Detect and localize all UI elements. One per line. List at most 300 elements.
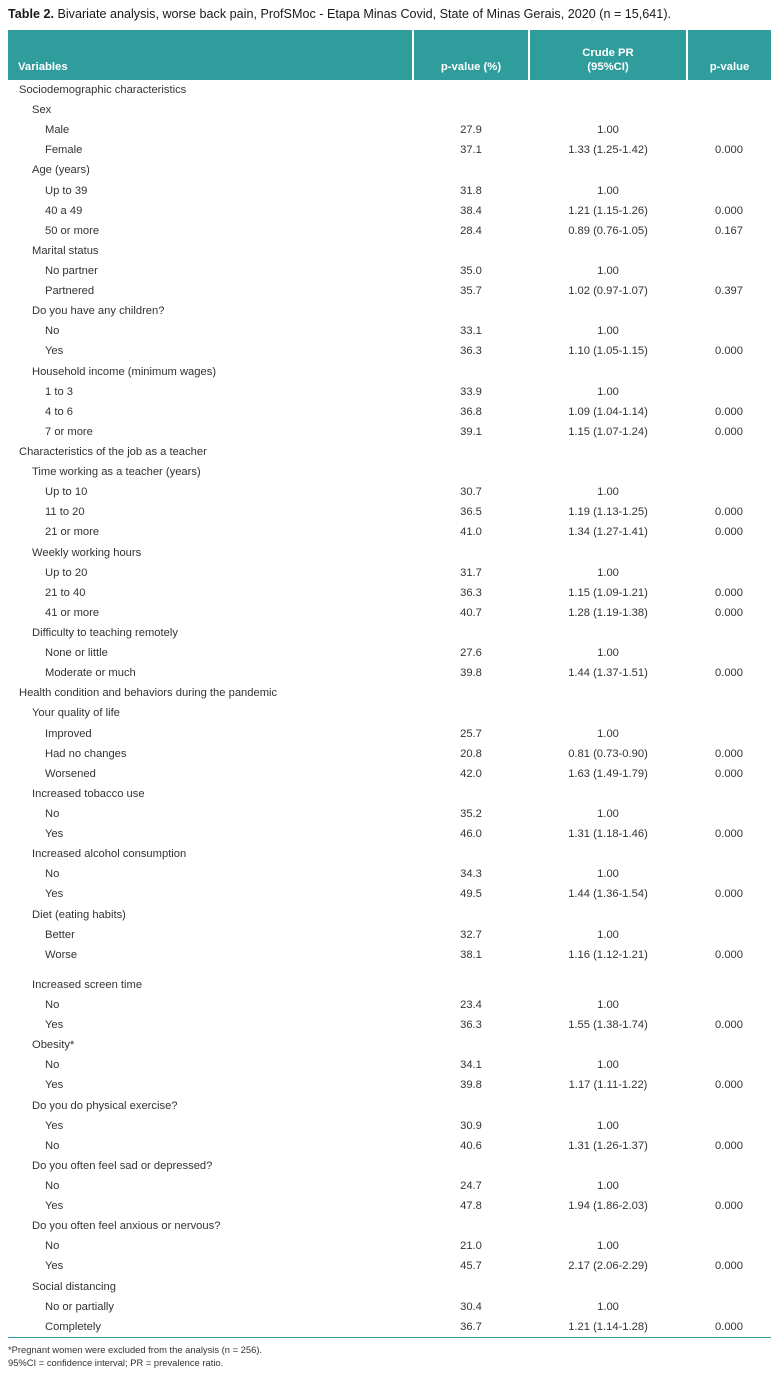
crude-pr-cell: 1.00 <box>597 928 619 941</box>
prevalence-cell: 36.5 <box>460 506 482 519</box>
prevalence-cell <box>413 362 529 382</box>
prevalence-cell: 36.3 <box>460 345 482 358</box>
prevalence-cell <box>413 784 529 804</box>
prevalence-cell: 34.3 <box>460 868 482 881</box>
pvalue-cell: 0.000 <box>715 204 743 217</box>
category-row <box>8 663 771 683</box>
prevalence-cell: 30.4 <box>460 1300 482 1313</box>
prevalence-cell: 35.2 <box>460 807 482 820</box>
prevalence-cell <box>413 1095 529 1115</box>
pvalue-cell <box>687 241 771 261</box>
crude-pr-cell: 1.63 (1.49-1.79) <box>568 767 648 780</box>
variable-row <box>8 241 771 261</box>
prevalence-cell: 27.9 <box>460 124 482 137</box>
row-label: Better <box>45 928 75 941</box>
crude-pr-cell: 1.00 <box>597 1059 619 1072</box>
crude-pr-cell <box>529 301 687 321</box>
row-label: Marital status <box>32 244 99 257</box>
crude-pr-cell <box>529 1095 687 1115</box>
pvalue-cell <box>687 995 771 1015</box>
crude-pr-cell: 1.31 (1.18-1.46) <box>568 828 648 841</box>
pvalue-cell: 0.000 <box>715 144 743 157</box>
prevalence-cell: 36.3 <box>460 1019 482 1032</box>
prevalence-cell: 24.7 <box>460 1179 482 1192</box>
crude-pr-cell: 1.15 (1.07-1.24) <box>568 425 648 438</box>
variable-row <box>8 100 771 120</box>
pvalue-cell <box>687 683 771 703</box>
variable-row <box>8 160 771 180</box>
crude-pr-cell: 2.17 (2.06-2.29) <box>568 1260 648 1273</box>
category-row <box>8 724 771 744</box>
section-row <box>8 683 771 703</box>
category-row <box>8 884 771 904</box>
row-label: Age (years) <box>32 164 90 177</box>
category-row <box>8 181 771 201</box>
pvalue-cell <box>687 724 771 744</box>
crude-pr-cell <box>529 362 687 382</box>
prevalence-cell: 27.6 <box>460 647 482 660</box>
header-prevalence: p-value (%) <box>413 30 529 80</box>
row-label: Male <box>45 124 70 137</box>
category-row <box>8 925 771 945</box>
row-label: Obesity* <box>32 1039 75 1052</box>
category-row <box>8 261 771 281</box>
pvalue-cell: 0.000 <box>715 345 743 358</box>
row-label: 50 or more <box>45 224 100 237</box>
row-label: Completely <box>8 1317 413 1338</box>
crude-pr-cell: 1.00 <box>597 1179 619 1192</box>
row-label: No <box>45 325 60 338</box>
pvalue-cell: 0.000 <box>715 747 743 760</box>
pvalue-cell <box>687 925 771 945</box>
category-row <box>8 1075 771 1095</box>
crude-pr-cell: 1.55 (1.38-1.74) <box>568 1019 648 1032</box>
prevalence-cell: 41.0 <box>460 526 482 539</box>
crude-pr-cell: 1.00 <box>597 325 619 338</box>
row-label: Yes <box>45 1200 64 1213</box>
row-label: Yes <box>45 1079 64 1092</box>
row-label: Health condition and behaviors during the pandemic <box>19 687 278 700</box>
prevalence-cell <box>413 975 529 995</box>
category-row <box>8 1015 771 1035</box>
category-row <box>8 1196 771 1216</box>
pvalue-cell <box>687 1156 771 1176</box>
row-label: No <box>45 1059 60 1072</box>
pvalue-cell: 0.000 <box>715 828 743 841</box>
crude-pr-cell: 1.00 <box>597 727 619 740</box>
pvalue-cell: 0.000 <box>715 405 743 418</box>
row-label: Characteristics of the job as a teacher <box>19 446 207 459</box>
crude-pr-cell: 1.15 (1.09-1.21) <box>568 586 648 599</box>
crude-pr-cell <box>529 80 687 100</box>
category-row <box>8 341 771 361</box>
row-label: No <box>45 1240 60 1253</box>
prevalence-cell: 33.9 <box>460 385 482 398</box>
prevalence-cell: 36.7 <box>413 1317 529 1338</box>
row-label: Do you have any children? <box>32 305 165 318</box>
row-label: Yes <box>45 888 64 901</box>
pvalue-cell <box>687 1276 771 1296</box>
row-label: Difficulty to teaching remotely <box>32 627 178 639</box>
row-label: No partner <box>45 265 98 278</box>
crude-pr-cell: 0.81 (0.73-0.90) <box>568 747 648 760</box>
row-label: Sex <box>32 104 52 117</box>
category-row <box>8 995 771 1015</box>
prevalence-cell: 28.4 <box>460 224 482 237</box>
prevalence-cell: 31.7 <box>460 566 482 579</box>
crude-pr-cell: 1.02 (0.97-1.07) <box>568 285 648 298</box>
pvalue-cell <box>687 1055 771 1075</box>
prevalence-cell: 37.1 <box>460 144 482 157</box>
variable-row <box>8 703 771 723</box>
variable-row <box>8 543 771 563</box>
pvalue-cell <box>687 1095 771 1115</box>
prevalence-cell <box>413 80 529 100</box>
crude-pr-cell <box>529 844 687 864</box>
variable-row <box>8 904 771 924</box>
pvalue-cell: 0.000 <box>715 948 743 961</box>
crude-pr-cell <box>529 784 687 804</box>
prevalence-cell: 40.7 <box>460 606 482 619</box>
prevalence-cell: 39.8 <box>460 667 482 680</box>
crude-pr-cell: 1.21 (1.14-1.28) <box>529 1317 687 1338</box>
category-row <box>8 864 771 884</box>
prevalence-cell <box>413 462 529 482</box>
prevalence-cell: 39.8 <box>460 1079 482 1092</box>
crude-pr-cell: 1.00 <box>597 868 619 881</box>
category-row <box>8 1317 771 1338</box>
pvalue-cell <box>687 321 771 341</box>
prevalence-cell: 30.7 <box>460 486 482 499</box>
pvalue-cell: 0.397 <box>715 285 743 298</box>
row-label: Do you do physical exercise? <box>32 1099 178 1112</box>
variable-row <box>8 1276 771 1296</box>
row-label: No or partially <box>45 1300 115 1313</box>
prevalence-cell: 42.0 <box>460 767 482 780</box>
category-row <box>8 603 771 623</box>
category-row <box>8 422 771 442</box>
category-row <box>8 281 771 301</box>
variable-row <box>8 975 771 995</box>
crude-pr-cell: 1.00 <box>597 647 619 660</box>
pvalue-cell: 0.167 <box>715 224 743 237</box>
prevalence-cell: 46.0 <box>460 828 482 841</box>
category-row <box>8 643 771 663</box>
section-row <box>8 80 771 100</box>
crude-pr-cell: 1.28 (1.19-1.38) <box>568 606 648 619</box>
prevalence-cell: 30.9 <box>460 1119 482 1132</box>
row-label: Worse <box>45 948 78 961</box>
category-row <box>8 583 771 603</box>
prevalence-cell: 33.1 <box>460 325 482 338</box>
row-label: Increased tobacco use <box>32 787 145 800</box>
prevalence-cell <box>413 1035 529 1055</box>
category-row <box>8 824 771 844</box>
prevalence-cell: 25.7 <box>460 727 482 740</box>
crude-pr-cell: 1.00 <box>597 486 619 499</box>
row-label: Yes <box>45 1260 64 1273</box>
pvalue-cell <box>687 462 771 482</box>
crude-pr-cell: 1.00 <box>597 124 619 137</box>
crude-pr-cell <box>529 442 687 462</box>
pvalue-cell <box>687 784 771 804</box>
pvalue-cell <box>687 80 771 100</box>
row-label: Social distancing <box>32 1280 116 1293</box>
prevalence-cell: 40.6 <box>460 1139 482 1152</box>
variable-row <box>8 784 771 804</box>
crude-pr-cell: 1.34 (1.27-1.41) <box>568 526 648 539</box>
pvalue-cell: 0.000 <box>715 506 743 519</box>
variable-row <box>8 462 771 482</box>
pvalue-cell <box>687 181 771 201</box>
table-caption <box>8 4 773 24</box>
category-row <box>8 1116 771 1136</box>
category-row <box>8 1136 771 1156</box>
crude-pr-cell: 1.17 (1.11-1.22) <box>568 1079 648 1092</box>
row-label: No <box>45 1139 60 1152</box>
table-header <box>8 30 771 80</box>
row-label: Yes <box>45 1119 64 1132</box>
row-label: No <box>45 807 60 820</box>
pvalue-cell <box>687 1216 771 1236</box>
category-row <box>8 1256 771 1276</box>
prevalence-cell <box>413 241 529 261</box>
spacer-row <box>8 965 771 975</box>
row-label: Up to 39 <box>45 184 88 197</box>
pvalue-cell <box>687 804 771 824</box>
crude-pr-cell: 1.21 (1.15-1.26) <box>568 204 648 217</box>
pvalue-cell: 0.000 <box>715 1260 743 1273</box>
pvalue-cell <box>687 482 771 502</box>
crude-pr-cell <box>529 1156 687 1176</box>
pvalue-cell <box>687 1297 771 1317</box>
header-pvalue: p-value <box>687 30 771 80</box>
pvalue-cell <box>687 261 771 281</box>
category-row <box>8 140 771 160</box>
category-row <box>8 744 771 764</box>
category-row <box>8 563 771 583</box>
crude-pr-cell: 1.00 <box>597 807 619 820</box>
crude-pr-cell: 1.00 <box>597 265 619 278</box>
prevalence-cell <box>413 703 529 723</box>
prevalence-cell <box>413 623 529 643</box>
crude-pr-cell <box>529 1035 687 1055</box>
row-label: Female <box>45 144 83 157</box>
row-label: 40 a 49 <box>45 204 83 217</box>
crude-pr-cell: 1.31 (1.26-1.37) <box>568 1139 648 1152</box>
variable-row <box>8 1095 771 1115</box>
prevalence-cell <box>413 683 529 703</box>
prevalence-cell: 23.4 <box>460 998 482 1011</box>
row-label: No <box>45 1179 60 1192</box>
pvalue-cell: 0.000 <box>715 767 743 780</box>
category-row <box>8 482 771 502</box>
crude-pr-cell <box>529 975 687 995</box>
row-label: 4 to 6 <box>45 405 73 418</box>
prevalence-cell: 45.7 <box>460 1260 482 1273</box>
pvalue-cell: 0.000 <box>715 1139 743 1152</box>
pvalue-cell <box>687 844 771 864</box>
variable-row <box>8 362 771 382</box>
category-row <box>8 764 771 784</box>
row-label: 41 or more <box>45 606 100 619</box>
row-label: Yes <box>45 1019 64 1032</box>
category-row <box>8 321 771 341</box>
prevalence-cell: 31.8 <box>460 184 482 197</box>
prevalence-cell: 39.1 <box>460 425 482 438</box>
category-row <box>8 502 771 522</box>
variable-row <box>8 1216 771 1236</box>
category-row <box>8 221 771 241</box>
pvalue-cell: 0.000 <box>715 667 743 680</box>
header-crude-pr <box>529 30 687 80</box>
table-body <box>8 80 771 1337</box>
pvalue-cell <box>687 643 771 663</box>
row-label: Worsened <box>45 767 96 780</box>
pvalue-cell: 0.000 <box>715 1079 743 1092</box>
category-row <box>8 382 771 402</box>
crude-pr-cell <box>529 1276 687 1296</box>
pvalue-cell <box>687 1035 771 1055</box>
variable-row <box>8 1035 771 1055</box>
header-crude-pr-line1: Crude PR <box>582 47 634 59</box>
pvalue-cell <box>687 442 771 462</box>
row-label: 11 to 20 <box>45 506 85 519</box>
prevalence-cell: 36.3 <box>460 586 482 599</box>
row-label: None or little <box>45 647 108 660</box>
bivariate-table <box>8 30 771 1338</box>
spacer-cell <box>8 965 771 975</box>
footnotes <box>8 1343 262 1369</box>
variable-row <box>8 623 771 643</box>
crude-pr-cell: 1.00 <box>597 1240 619 1253</box>
prevalence-cell: 49.5 <box>460 888 482 901</box>
prevalence-cell: 36.8 <box>460 405 482 418</box>
pvalue-cell: 0.000 <box>715 888 743 901</box>
prevalence-cell: 32.7 <box>460 928 482 941</box>
row-label: Yes <box>45 828 64 841</box>
category-row <box>8 1297 771 1317</box>
crude-pr-cell: 1.09 (1.04-1.14) <box>568 405 648 418</box>
pvalue-cell <box>687 543 771 563</box>
section-row <box>8 442 771 462</box>
category-row <box>8 1055 771 1075</box>
crude-pr-cell <box>529 703 687 723</box>
row-label: Increased alcohol consumption <box>32 848 187 861</box>
pvalue-cell: 0.000 <box>715 526 743 539</box>
prevalence-cell <box>413 1276 529 1296</box>
prevalence-cell: 38.1 <box>460 948 482 961</box>
category-row <box>8 1176 771 1196</box>
crude-pr-cell: 1.44 (1.37-1.51) <box>568 667 648 680</box>
category-row <box>8 945 771 965</box>
row-label: Do you often feel anxious or nervous? <box>32 1220 221 1233</box>
prevalence-cell <box>413 301 529 321</box>
category-row <box>8 1236 771 1256</box>
category-row <box>8 522 771 542</box>
prevalence-cell <box>413 844 529 864</box>
row-label: 7 or more <box>45 425 93 438</box>
variable-row <box>8 1156 771 1176</box>
crude-pr-cell: 1.16 (1.12-1.21) <box>568 948 648 961</box>
row-label: Up to 10 <box>45 486 88 499</box>
crude-pr-cell: 0.89 (0.76-1.05) <box>568 224 648 237</box>
pvalue-cell: 0.000 <box>715 586 743 599</box>
pvalue-cell <box>687 301 771 321</box>
header-crude-pr-line2: (95%CI) <box>587 61 629 73</box>
prevalence-cell <box>413 1216 529 1236</box>
crude-pr-cell <box>529 100 687 120</box>
prevalence-cell: 20.8 <box>460 747 482 760</box>
pvalue-cell <box>687 160 771 180</box>
crude-pr-cell: 1.00 <box>597 998 619 1011</box>
row-label: Diet (eating habits) <box>32 908 126 921</box>
prevalence-cell: 47.8 <box>460 1200 482 1213</box>
row-label: 21 or more <box>45 526 100 539</box>
crude-pr-cell <box>529 462 687 482</box>
variable-row <box>8 844 771 864</box>
footnote-pregnant: *Pregnant women were excluded from the analysis (n = 256). <box>8 1344 263 1355</box>
row-label: No <box>45 998 60 1011</box>
pvalue-cell: 0.000 <box>687 1317 771 1338</box>
category-row <box>8 402 771 422</box>
pvalue-cell <box>687 1116 771 1136</box>
footnote-abbreviations: 95%CI = confidence interval; PR = prevalence ratio. <box>8 1357 224 1368</box>
crude-pr-cell <box>529 543 687 563</box>
row-label: Weekly working hours <box>32 546 142 559</box>
header-variables: Variables <box>8 30 413 80</box>
row-label: Moderate or much <box>45 667 136 680</box>
crude-pr-cell: 1.19 (1.13-1.25) <box>568 506 648 519</box>
pvalue-cell <box>687 1236 771 1256</box>
prevalence-cell: 35.7 <box>460 285 482 298</box>
row-label: Household income (minimum wages) <box>32 365 217 378</box>
prevalence-cell: 35.0 <box>460 265 482 278</box>
prevalence-cell <box>413 160 529 180</box>
category-row <box>8 201 771 221</box>
crude-pr-cell <box>529 160 687 180</box>
row-label: No <box>45 868 60 881</box>
row-label: Time working as a teacher (years) <box>32 466 201 479</box>
pvalue-cell <box>687 864 771 884</box>
prevalence-cell <box>413 904 529 924</box>
row-label: Do you often feel sad or depressed? <box>32 1159 213 1172</box>
crude-pr-cell: 1.00 <box>597 1119 619 1132</box>
crude-pr-cell: 1.00 <box>597 566 619 579</box>
prevalence-cell: 21.0 <box>460 1240 482 1253</box>
pvalue-cell <box>687 362 771 382</box>
table-caption-text: Bivariate analysis, worse back pain, ProfSMoc - Etapa Minas Covid, State of Minas Gerais, 2020 (n = 15,641). <box>57 7 672 21</box>
category-row <box>8 804 771 824</box>
variable-row <box>8 301 771 321</box>
row-label: Partnered <box>45 285 95 298</box>
crude-pr-cell <box>529 241 687 261</box>
row-label: Yes <box>45 345 64 358</box>
pvalue-cell <box>687 904 771 924</box>
prevalence-cell <box>413 442 529 462</box>
crude-pr-cell <box>529 904 687 924</box>
prevalence-cell <box>413 1156 529 1176</box>
row-label: Up to 20 <box>45 566 88 579</box>
table-caption-label: Table 2. <box>8 7 54 21</box>
pvalue-cell <box>687 120 771 140</box>
crude-pr-cell: 1.44 (1.36-1.54) <box>568 888 648 901</box>
crude-pr-cell: 1.00 <box>597 184 619 197</box>
crude-pr-cell: 1.00 <box>597 1300 619 1313</box>
row-label: Increased screen time <box>32 978 143 991</box>
pvalue-cell: 0.000 <box>715 1019 743 1032</box>
crude-pr-cell: 1.00 <box>597 385 619 398</box>
